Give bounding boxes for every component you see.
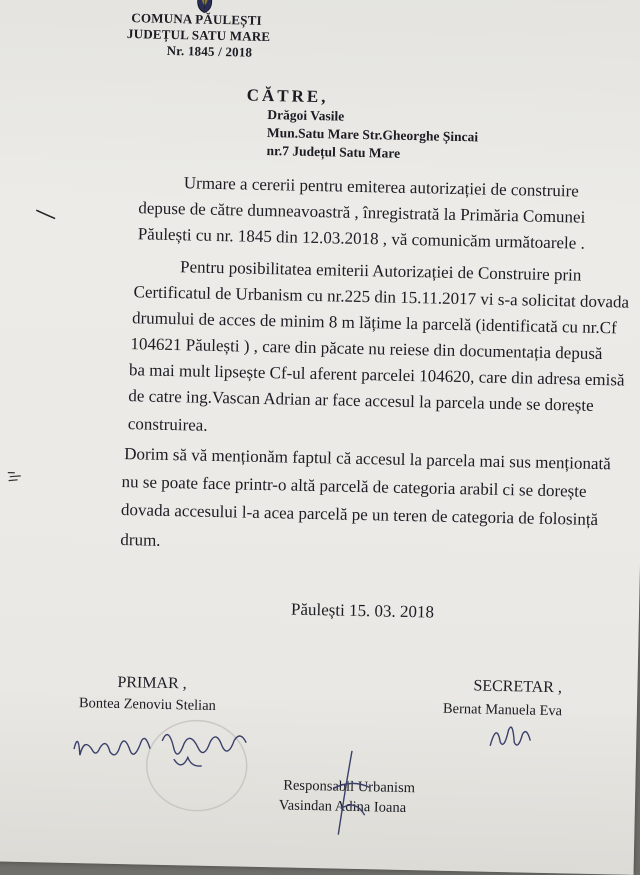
urbanism-title: Responsabil Urbanism	[283, 777, 415, 797]
header-commune: COMUNA PĂULEȘTI	[131, 10, 262, 29]
body-line-6: drumului de acces de minim 8 m lățime la parcelă (identificată cu nr.Cf	[132, 308, 617, 338]
body-line-2: depuse de către dumneavoastră , înregistrată la Primăria Comunei	[138, 198, 585, 227]
recipient-address-line2: nr.7 Județul Satu Mare	[266, 143, 400, 162]
secretar-signature	[486, 716, 537, 757]
urbanism-signature	[320, 748, 382, 839]
body-line-3: Păulești cu nr. 1845 din 12.03.2018 , vă comunicăm următoarele .	[138, 224, 585, 253]
body-line-10: construirea.	[128, 414, 208, 436]
body-line-11: Dorim să vă menționăm faptul că accesul la parcela mai sus menționată	[124, 444, 611, 474]
body-line-13: dovada accesului l-a acea parcelă pe un teren de categoria de folosință	[121, 500, 598, 530]
margin-pen-mark	[35, 208, 57, 220]
body-line-9: de catre ing.Vascan Adrian ar face accesul la parcela unde se dorește	[128, 386, 594, 416]
recipient-heading: CĂTRE,	[247, 86, 329, 108]
body-line-14: drum.	[120, 530, 161, 551]
secretar-title: SECRETAR ,	[473, 677, 562, 697]
recipient-name: Drăgoi Vasile	[267, 107, 344, 125]
urbanism-name: Vasindan Adina Ioana	[279, 797, 407, 817]
body-line-5: Certificatul de Urbanism cu nr.225 din 15.11.2017 vi s-a solicitat dovada	[133, 282, 629, 312]
header-registration-number: Nr. 1845 / 2018	[166, 43, 252, 61]
body-line-1: Urmare a cererii pentru emiterea autorizației de construire	[184, 173, 579, 201]
body-line-4: Pentru posibilitatea emiterii Autorizației de Construire prin	[180, 257, 582, 285]
primar-title: PRIMAR ,	[117, 674, 187, 693]
header-county: JUDEȚUL SATU MARE	[127, 26, 271, 45]
recipient-address-line1: Mun.Satu Mare Str.Gheorghe Șincai	[267, 125, 478, 145]
body-line-7: 104621 Păulești ) , care din păcate nu reiese din documentația depusă	[130, 334, 602, 364]
body-line-12: nu se poate face printr-o altă parcelă de categoria arabil ci se dorește	[121, 472, 586, 502]
date-line: Păulești 15. 03. 2018	[291, 600, 434, 623]
primar-signature	[69, 719, 270, 783]
primar-name: Bontea Zenoviu Stelian	[79, 695, 216, 715]
body-line-8: ba mai mult lipsește Cf-ul aferent parcelei 104620, care din adresa emisă	[129, 360, 625, 390]
secretar-name: Bernat Manuela Eva	[443, 701, 563, 720]
margin-pen-mark-2	[6, 470, 30, 484]
